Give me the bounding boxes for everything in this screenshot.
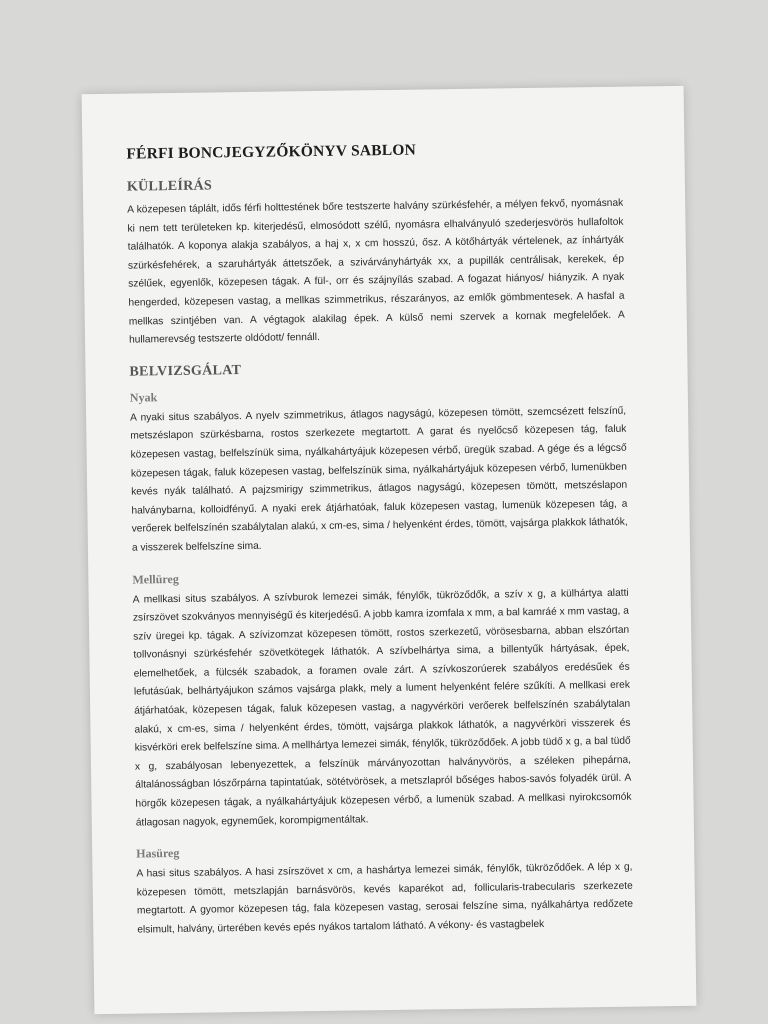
sub-heading-mellureg: Mellüreg xyxy=(132,571,179,587)
section-heading-belvizsgalat: BELVIZSGÁLAT xyxy=(129,362,242,380)
paragraph-mellureg: A mellkasi situs szabályos. A szívburok lemezei simák, fénylők, tükröződők, a szív x g, a külhártya alatti zsírszövet szokványos mennyiségű és kiterjedésű. A jobb kamra izomfala x mm, a bal kamráé x mm vastag, a szív üregei kp. tágak. A szívizomzat közepesen tömött, rostos szerkezetű, vörösesbarna, abban elszórtan tollvonásnyi szürkésfehér szövetkötegek láthatók. A szívbelhártya sima, a billentyűk hártyásak, épek, elemelhetőek, a fülcsék szabadok, a foramen ovale zárt. A szívkoszorúerek szabályos eredésűek és lefutásúak, belhártyájukon számos vajsárga plakk, mely a lument helyenként felére szűkíti. A mellkasi erek átjárhatóak, közepesen tágak, faluk közepesen vastag, a nagyvérköri verőerek belfelszínén szabálytalan alakú, x cm-es, sima / helyenként érdes, tömött, vajsárga plakkok láthatók, a nagyvérköri visszerek és kisvérköri erek belfelszíne sima. A mellhártya lemezei simák, fénylők, tükröződőek. A jobb tüdő x g, a bal tüdő x g, szabályosan lebenyezettek, a felszínük márványozottan halványvörös, a széleken pihepárna, általánosságban lószőrpárna tapintatúak, sötétvörösek, a metszlapról bőséges habos-savós folyadék ürül. A hörgők közepesen tágak, a nyálkahártyájuk közepesen vérbő, a lumenük szabad. A mellkasi nyirokcsomók átlagosan nagyok, egyneműek, korompigmentáltak. xyxy=(132,587,632,829)
section-heading-kulleiras: KÜLLEÍRÁS xyxy=(126,178,213,195)
sub-heading-nyak: Nyak xyxy=(129,389,158,405)
document-page xyxy=(82,86,697,1014)
document-content xyxy=(126,139,633,954)
paragraph-nyak: A nyaki situs szabályos. A nyelv szimmetrikus, átlagos nagyságú, közepesen tömött, szemcsézett felszínű, metszéslapon szürkésbarna, rostos szerkezete megtartott. A garat és nyelőcső közepesen tág, faluk közepesen vastag, belfelszínük sima, nyálkahártyájuk közepesen vérbő, üregük szabad. A gége és a légcső közepesen tágak, faluk közepesen vastag, belfelszínük sima, nyálkahártyájuk közepesen vérbő, lumenükben kevés nyák található. A pajzsmirigy szimmetrikus, átlagos nagyságú, közepesen tömött, metszéslapon halványbarna, kolloidfényű. A nyaki erek átjárhatóak, faluk közepesen vastag, lumenük közepesen tág, a verőerek belfelszínén szabálytalan alakú, x cm-es, sima / helyenként érdes, tömött, vajsárga plakkok láthatók, a visszerek belfelszíne sima. xyxy=(130,405,628,554)
document-title: FÉRFI BONCJEGYZŐKÖNYV SABLON xyxy=(126,141,417,163)
paragraph-kulleiras: A közepesen táplált, idős férfi holttestének bőre testszerte halvány szürkésfehér, a mélyen fekvő, nyomásnak ki nem tett területeken kp. kiterjedésű, elmosódott szélű, nyomásra elhalványuló szederjesvörös hullafoltok találhatók. A koponya alakja szabályos, a haj x, x cm hosszú, ősz. A kötőhártyák vértelenek, az ínhártyák szürkésfehérek, a szaruhártyák áttetszőek, a szivárványhártyák xx, a pupillák centrálisak, kerekek, ép szélűek, egyenlők, közepesen tágak. A fül-, orr és szájnyílás szabad. A fogazat hiányos/ hiányzik. A nyak hengerded, közepesen vastag, a mellkas szimmetrikus, részarányos, az emlők gömbmentesek. A hasfal a mellkas szintjében van. A végtagok alakilag épek. A külső nemi szervek a kornak megfelelőek. A hullamerevség testszerte oldódott/ fennáll. xyxy=(127,197,625,346)
sub-heading-hasureg: Hasüreg xyxy=(136,846,180,861)
paragraph-hasureg: A hasi situs szabályos. A hasi zsírszövet x cm, a hashártya lemezei simák, fénylők, tükröződőek. A lép x g, közepesen tömött, metszlapján barnásvörös, kevés kaparékot ad, follicularis-trabecularis szerkezete megtartott. A gyomor közepesen tág, fala közepesen vastag, serosai felszíne sima, nyálkahártya redőzete elsimult, halvány, ürterében kevés epés nyákos tartalom látható. A vékony- és vastagbelek xyxy=(136,861,634,936)
